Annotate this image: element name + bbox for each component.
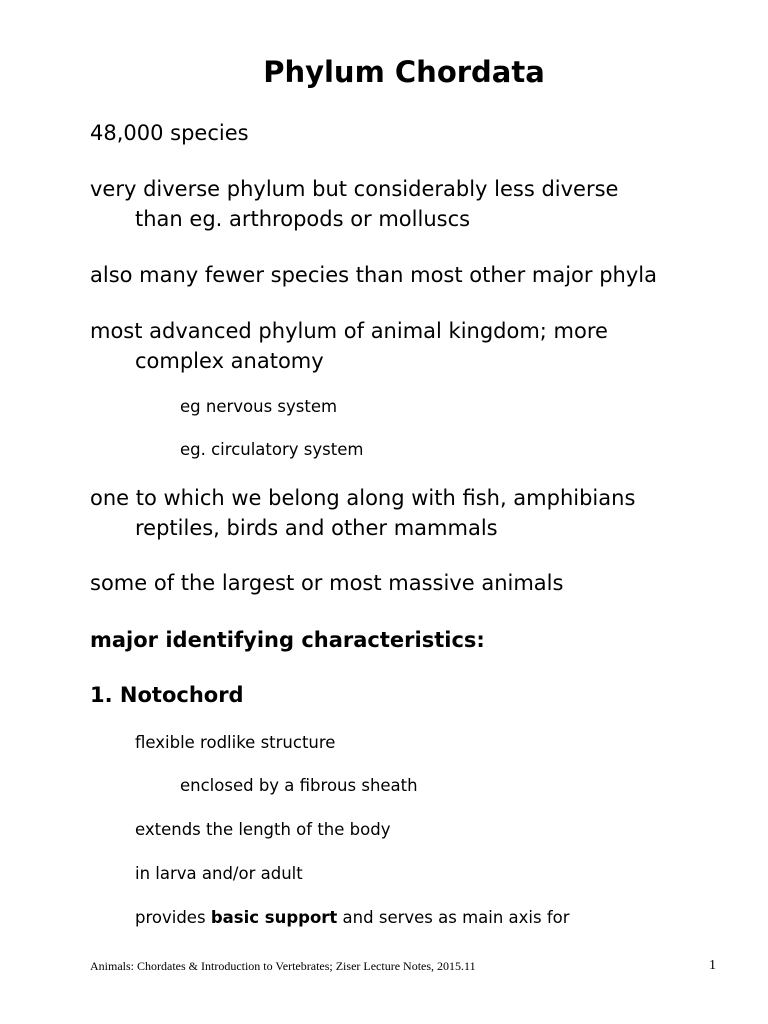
diverse-paragraph [90,174,618,234]
largest-animals-text: some of the largest or most massive animals [90,571,564,595]
flexible-rodlike-text: flexible rodlike structure [135,733,336,752]
advanced-paragraph [90,316,608,376]
notochord-heading: 1. Notochord [90,683,244,707]
belong-paragraph [90,483,635,543]
extends-length-text: extends the length of the body [135,820,391,839]
advanced-line-1: most advanced phylum of animal kingdom; more [90,319,608,343]
species-count-text: 48,000 species [90,121,249,145]
eg-nervous-text: eg nervous system [180,397,338,416]
page-title: Phylum Chordata [263,55,545,89]
larva-adult-text: in larva and/or adult [135,864,303,883]
footer-citation: Animals: Chordates & Introduction to Vertebrates; Ziser Lecture Notes, 2015.11 [90,959,476,973]
basic-support-text [135,907,570,929]
diverse-line-2: than eg. arthropods or molluscs [135,207,471,231]
provides-prefix: provides [135,908,211,927]
basic-support-bold: basic support [210,908,338,927]
fibrous-sheath-text: enclosed by a fibrous sheath [180,776,418,795]
page-number: 1 [709,958,716,973]
provides-suffix: and serves as main axis for [337,908,570,927]
advanced-line-2: complex anatomy [135,349,324,373]
belong-line-2: reptiles, birds and other mammals [135,516,498,540]
eg-circulatory-text: eg. circulatory system [180,440,364,459]
fewer-species-text: also many fewer species than most other major phyla [90,263,657,287]
characteristics-heading: major identifying characteristics: [90,628,485,652]
diverse-line-1: very diverse phylum but considerably less diverse [90,177,619,201]
belong-line-1: one to which we belong along with fish, amphibians [90,486,636,510]
